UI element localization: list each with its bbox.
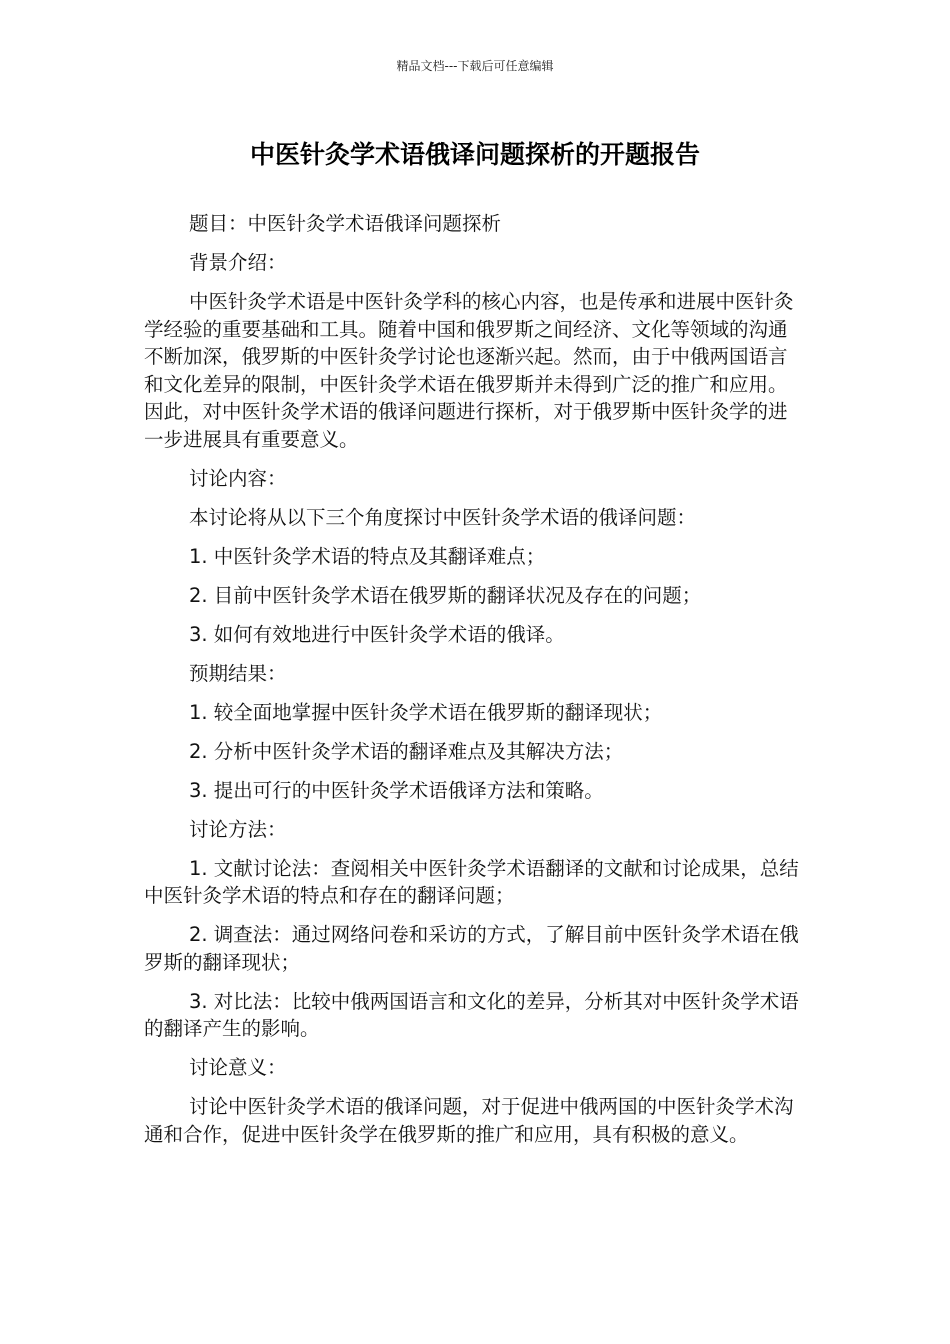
section-heading-significance: 讨论意义：: [189, 1056, 287, 1079]
section-heading-background: 背景介绍：: [189, 251, 287, 274]
content-intro: 本讨论将从以下三个角度探讨中医针灸学术语的俄译问题：: [189, 505, 697, 529]
section-heading-methods: 讨论方法：: [189, 817, 287, 841]
document-title: 中医针灸学术语俄译问题探析的开题报告: [249, 140, 700, 169]
background-paragraph: 中医针灸学术语是中医针灸学科的核心内容，也是传承和进展中医针灸学经验的重要基础和工具。随着中国和俄罗斯之间经济、文化等领域的沟通不断加深，俄罗斯的中医针灸学讨论也逐渐兴起。然而，由于中俄两国语言和文化差异的限制，中医针灸学术语在俄罗斯并未得到广泛的推广和应用。因此，对中医针灸学术语的俄译问题进行探析，对于俄罗斯中医针灸学的进一步进展具有重要意义。: [144, 290, 794, 451]
result-item: 2. 分析中医针灸学术语的翻译难点及其解决方法；: [189, 739, 624, 763]
result-item: 1. 较全面地掌握中医针灸学术语在俄罗斯的翻译现状；: [189, 700, 663, 724]
method-item: 3. 对比法：比较中俄两国语言和文化的差异，分析其对中医针灸学术语的翻译产生的影响。: [144, 989, 799, 1040]
header-note: 精品文档---下载后可任意编辑: [396, 59, 554, 73]
content-item: 3. 如何有效地进行中医针灸学术语的俄译。: [189, 622, 565, 646]
topic-line: 题目：中医针灸学术语俄译问题探析: [189, 212, 502, 235]
content-item: 1. 中医针灸学术语的特点及其翻译难点；: [189, 544, 546, 568]
section-heading-results: 预期结果：: [189, 661, 287, 685]
document-body: [144, 210, 806, 1160]
content-item: 2. 目前中医针灸学术语在俄罗斯的翻译状况及存在的问题；: [189, 583, 702, 607]
significance-paragraph: 讨论中医针灸学术语的俄译问题，对于促进中俄两国的中医针灸学术沟通和合作，促进中医针灸学在俄罗斯的推广和应用，具有积极的意义。: [144, 1095, 794, 1146]
section-heading-content: 讨论内容：: [189, 466, 287, 490]
method-item: 1. 文献讨论法：查阅相关中医针灸学术语翻译的文献和讨论成果，总结中医针灸学术语的特点和存在的翻译问题；: [144, 856, 799, 907]
result-item: 3. 提出可行的中医针灸学术语俄译方法和策略。: [189, 778, 604, 802]
method-item: 2. 调查法：通过网络问卷和采访的方式，了解目前中医针灸学术语在俄罗斯的翻译现状；: [144, 923, 799, 974]
